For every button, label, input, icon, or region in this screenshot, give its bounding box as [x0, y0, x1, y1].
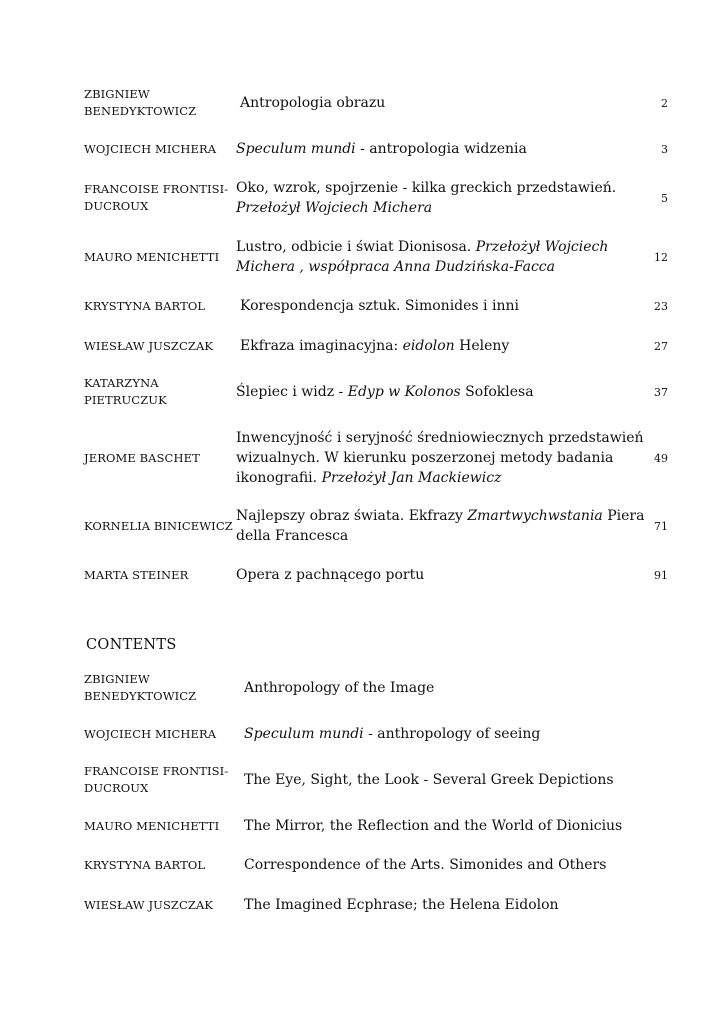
entry-author: KRYSTYNA BARTOL — [84, 857, 206, 872]
title-part: Ekfraza imaginacyjna: — [240, 338, 403, 354]
toc-entry-binicewicz — [84, 506, 668, 546]
toc-entry-menichetti — [84, 237, 668, 277]
title-part: - anthropology of seeing — [363, 726, 541, 742]
title-part: Korespondencja sztuk. Simonides i inni — [240, 298, 519, 314]
entry-title[interactable] — [236, 855, 668, 875]
contents-entry-frontisi-ducroux — [84, 763, 668, 797]
entry-author: JEROME BASCHET — [84, 450, 200, 465]
entry-page-number: 27 — [654, 339, 668, 353]
entry-title[interactable] — [236, 506, 646, 546]
contents-entry-menichetti — [84, 816, 668, 836]
entry-title[interactable] — [236, 816, 668, 836]
title-part: The Eye, Sight, the Look - Several Greek Depictions — [244, 772, 614, 788]
entry-author: MAURO MENICHETTI — [84, 818, 220, 833]
entry-author: WIESŁAW JUSZCZAK — [84, 338, 214, 353]
entry-author: ZBIGNIEW BENEDYKTOWICZ — [84, 87, 197, 118]
toc-entry-juszczak — [84, 336, 668, 356]
title-part: Lustro, odbicie i świat Dionisosa. — [236, 239, 476, 255]
title-part-italic: eidolon — [402, 338, 455, 354]
entry-page-number: 23 — [654, 299, 668, 313]
toc-entry-benedyktowicz — [84, 86, 668, 120]
title-part: Anthropology of the Image — [244, 680, 435, 696]
entry-title[interactable] — [236, 139, 646, 159]
entry-author: WOJCIECH MICHERA — [84, 726, 217, 741]
title-part: The Imagined Ecphrase; the Helena Eidolon — [244, 897, 559, 913]
entry-author: FRANCOISE FRONTISI-DUCROUX — [84, 182, 229, 213]
title-part: The Mirror, the Reflection and the World of Dionicius — [244, 818, 623, 834]
entry-author: WIESŁAW JUSZCZAK — [84, 897, 214, 912]
entry-title[interactable] — [236, 678, 668, 698]
title-part-italic: Zmartwychwstania — [467, 508, 603, 524]
toc-entry-michera — [84, 139, 668, 159]
title-part: - antropologia widzenia — [355, 141, 527, 157]
title-part: Opera z pachnącego portu — [236, 567, 425, 583]
toc-entry-bartol — [84, 296, 668, 316]
toc-entry-steiner — [84, 565, 668, 585]
entry-author: KATARZYNA PIETRUCZUK — [84, 376, 167, 407]
title-part: Najlepszy obraz świata. Ekfrazy — [236, 508, 468, 524]
title-part: Sofoklesa — [460, 384, 534, 400]
entry-page-number: 2 — [661, 96, 668, 110]
title-part: Ślepiec i widz - — [236, 384, 348, 400]
entry-title[interactable] — [236, 724, 668, 744]
title-part-italic: Speculum mundi — [236, 141, 356, 157]
entry-page-number: 12 — [654, 250, 668, 264]
entry-title[interactable] — [236, 237, 646, 277]
entry-title[interactable] — [236, 93, 646, 113]
title-part: Heleny — [454, 338, 510, 354]
entry-author: ZBIGNIEW BENEDYKTOWICZ — [84, 672, 197, 703]
title-part: Antropologia obrazu — [240, 95, 386, 111]
contents-entry-juszczak — [84, 895, 668, 915]
contents-entry-bartol — [84, 855, 668, 875]
entry-author: KORNELIA BINICEWICZ — [84, 518, 233, 533]
entry-title[interactable] — [236, 428, 646, 488]
entry-title[interactable] — [236, 382, 646, 402]
entry-title[interactable] — [236, 296, 646, 316]
entry-author: WOJCIECH MICHERA — [84, 141, 217, 156]
entry-title[interactable] — [236, 895, 668, 915]
entry-title[interactable] — [236, 565, 646, 585]
entry-title[interactable] — [236, 770, 668, 790]
title-part-italic: Przełożył Wojciech Michera , współpraca Anna Dudzińska-Facca — [236, 239, 609, 275]
title-part-italic: Speculum mundi — [244, 726, 364, 742]
title-part-italic: Edyp w Kolonos — [347, 384, 461, 400]
contents-entry-michera — [84, 724, 668, 744]
contents-heading: CONTENTS — [86, 637, 177, 653]
entry-page-number: 5 — [661, 191, 668, 205]
toc-entry-pietruczuk — [84, 375, 668, 409]
entry-author: FRANCOISE FRONTISI-DUCROUX — [84, 764, 229, 795]
toc-entry-frontisi-ducroux — [84, 178, 668, 218]
title-part: Piera della Francesca — [236, 508, 645, 544]
contents-entry-benedyktowicz — [84, 671, 668, 705]
entry-author: KRYSTYNA BARTOL — [84, 298, 206, 313]
title-part: Correspondence of the Arts. Simonides and Others — [244, 857, 607, 873]
toc-entry-baschet — [84, 428, 668, 488]
entry-author: MAURO MENICHETTI — [84, 249, 220, 264]
entry-page-number: 71 — [654, 519, 668, 533]
entry-page-number: 91 — [654, 568, 668, 582]
title-part: Inwencyjność i seryjność średniowiecznych przedstawień wizualnych. W kierunku poszerzonej metody badania ikonografii. — [236, 430, 644, 486]
entry-page-number: 3 — [661, 142, 668, 156]
title-part: Oko, wzrok, spojrzenie - kilka greckich przedstawień. — [236, 180, 617, 196]
entry-title[interactable] — [236, 336, 646, 356]
title-part-italic: Przełożył Jan Mackiewicz — [321, 470, 502, 486]
entry-page-number: 49 — [654, 451, 668, 465]
entry-author: MARTA STEINER — [84, 567, 189, 582]
entry-page-number: 37 — [654, 385, 668, 399]
entry-title[interactable] — [236, 178, 646, 218]
title-part-italic: Przełożył Wojciech Michera — [236, 200, 433, 216]
